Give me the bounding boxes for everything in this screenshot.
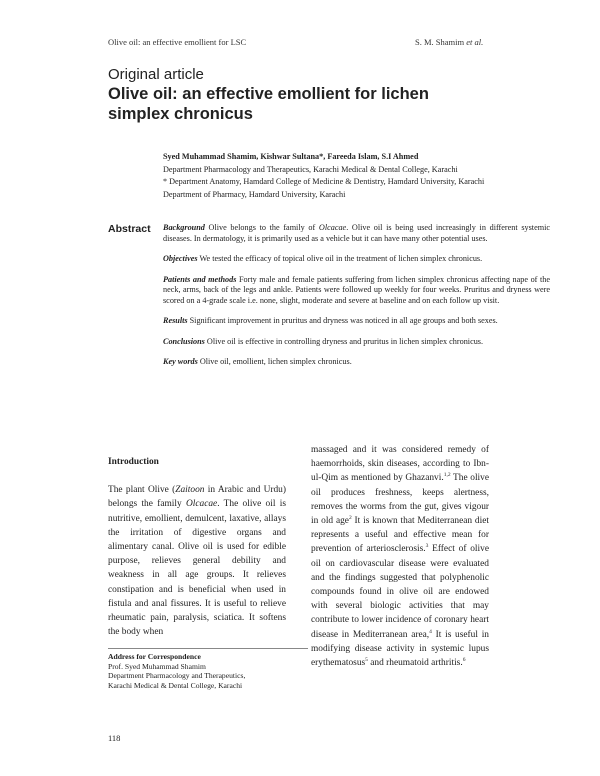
intro-r2: The olive oil produces freshness, keeps alertness, removes the worms from the gut, gives vigour in old age xyxy=(311,473,489,527)
results-text: Significant improvement in pruritus and dryness was noticed in all age groups and both sexes. xyxy=(187,316,498,325)
results-label: Results xyxy=(163,316,188,325)
intro-r3: It is known that Mediterranean diet represents a useful and effective mean for prevention of arteriosclerosis. xyxy=(311,516,489,555)
background-text-a: Olive belongs to the family of xyxy=(204,223,319,232)
intro-r4: Effect of olive oil on cardiovascular disease were evaluated and the findings suggested that polyphenolic compounds found in olive oil are endowed with several biologic activities that may contribute to lower incidence of coronary heart disease in Mediterranean area, xyxy=(311,544,489,640)
correspondence-line-3: Karachi Medical & Dental College, Karachi xyxy=(108,680,243,690)
conclusions-label: Conclusions xyxy=(163,336,205,346)
intro-r6: and rheumatoid arthritis. xyxy=(367,658,463,669)
authors-block xyxy=(163,152,548,202)
affiliation-3: Department of Pharmacy, Hamdard University, Karachi xyxy=(163,189,346,199)
article-title-line1: Olive oil: an effective emollient for lichen xyxy=(108,85,429,103)
intro-right-column xyxy=(311,443,489,670)
objectives-label: Objectives xyxy=(163,254,198,263)
ref-sup-5: 5 xyxy=(365,656,368,663)
abstract-methods xyxy=(163,275,550,307)
article-title-line2: simplex chronicus xyxy=(108,104,253,123)
objectives-text: We tested the efficacy of topical olive oil in the treatment of lichen simplex chronicus. xyxy=(197,254,483,263)
title-block xyxy=(108,66,548,124)
running-header-etal: et al. xyxy=(466,37,484,47)
ref-sup-4: 4 xyxy=(429,628,432,635)
ref-sup-3: 3 xyxy=(425,543,429,550)
correspondence-line-2: Department Pharmacology and Therapeutics, xyxy=(108,671,246,681)
running-header-left: Olive oil: an effective emollient for LSC xyxy=(108,37,247,47)
running-header-author: S. M. Shamim xyxy=(415,37,465,47)
abstract-objectives xyxy=(163,254,550,265)
article-title xyxy=(108,85,548,124)
background-text-b: . Olive oil is being used increasingly in different systemic diseases. In dermatology, it is primarily used as a vehicle but it can have many other potential uses. xyxy=(163,223,550,243)
abstract-label: Abstract xyxy=(108,223,151,235)
article-type: Original article xyxy=(108,66,204,83)
correspondence-line-1: Prof. Syed Muhammad Shamim xyxy=(108,661,206,671)
abstract-keywords xyxy=(163,357,550,368)
ref-sup-1: 1,2 xyxy=(443,472,451,479)
background-family: Olcacae xyxy=(318,223,347,232)
methods-text: Forty male and female patients suffering from lichen simplex chronicus affecting nape of the neck, arms, back of the legs and ankle. Patients were followed up weekly for four weeks. Pruritus and dryness were scored on a 4-grade scale i.e. none, slight, moderate and severe at baseline and on each follow up visit. xyxy=(163,274,550,305)
intro-paragraph-right xyxy=(311,443,489,670)
intro-text-2: in Arabic and Urdu) belongs the family xyxy=(108,485,286,510)
affiliation-1: Department Pharmacology and Therapeutics, Karachi Medical & Dental College, Karachi xyxy=(163,164,458,174)
keywords-label: Key words xyxy=(163,357,198,366)
abstract-body xyxy=(163,223,550,378)
page-number: 118 xyxy=(108,733,121,743)
conclusions-text: Olive oil is effective in controlling dryness and pruritus in lichen simplex chronicus. xyxy=(204,336,484,346)
abstract-background xyxy=(163,223,550,244)
author-names: Syed Muhammad Shamim, Kishwar Sultana*, Fareeda Islam, S.I Ahmed xyxy=(163,152,419,161)
intro-text-3: . The olive oil is nutritive, emollient, demulcent, laxative, allays the irritation of digestive organs and alimentary canal. Olive oil is used for edible purpose, relieves general debility and weakness in all age groups. It relieves constipation and is beneficial when used in fistula and anal fissures. It is useful to relieve rheumatic pain, paralysis, sciatica. It softens the body when xyxy=(108,499,286,638)
intro-r5: It is useful in modifying disease activity in systemic lupus erythematosus xyxy=(311,629,489,669)
intro-heading: Introduction xyxy=(108,457,159,467)
intro-zaitoon: Zaitoon xyxy=(175,485,205,496)
correspondence-box xyxy=(108,648,308,690)
ref-sup-6: 6 xyxy=(462,656,466,663)
intro-r1: massaged and it was considered remedy of haemorrhoids, skin diseases, according to Ibn-ul-Qim as mentioned by Ghazanvi. xyxy=(311,445,489,484)
methods-label: Patients and methods xyxy=(163,274,237,284)
running-header-right xyxy=(415,37,483,47)
abstract-conclusions xyxy=(163,337,550,348)
affiliation-2: * Department Anatomy, Hamdard College of Medicine & Dentistry, Hamdard University, Karachi xyxy=(163,177,485,186)
intro-olcacae: Olcacae xyxy=(185,499,218,510)
correspondence-heading: Address for Correspondence xyxy=(108,652,201,661)
intro-left-column xyxy=(108,455,286,639)
intro-text-1: The plant Olive ( xyxy=(108,485,176,496)
background-label: Background xyxy=(163,223,205,232)
ref-sup-2: 2 xyxy=(348,514,352,521)
keywords-text: Olive oil, emollient, lichen simplex chronicus. xyxy=(197,357,352,366)
intro-paragraph-left xyxy=(108,483,286,639)
abstract-results xyxy=(163,316,550,327)
